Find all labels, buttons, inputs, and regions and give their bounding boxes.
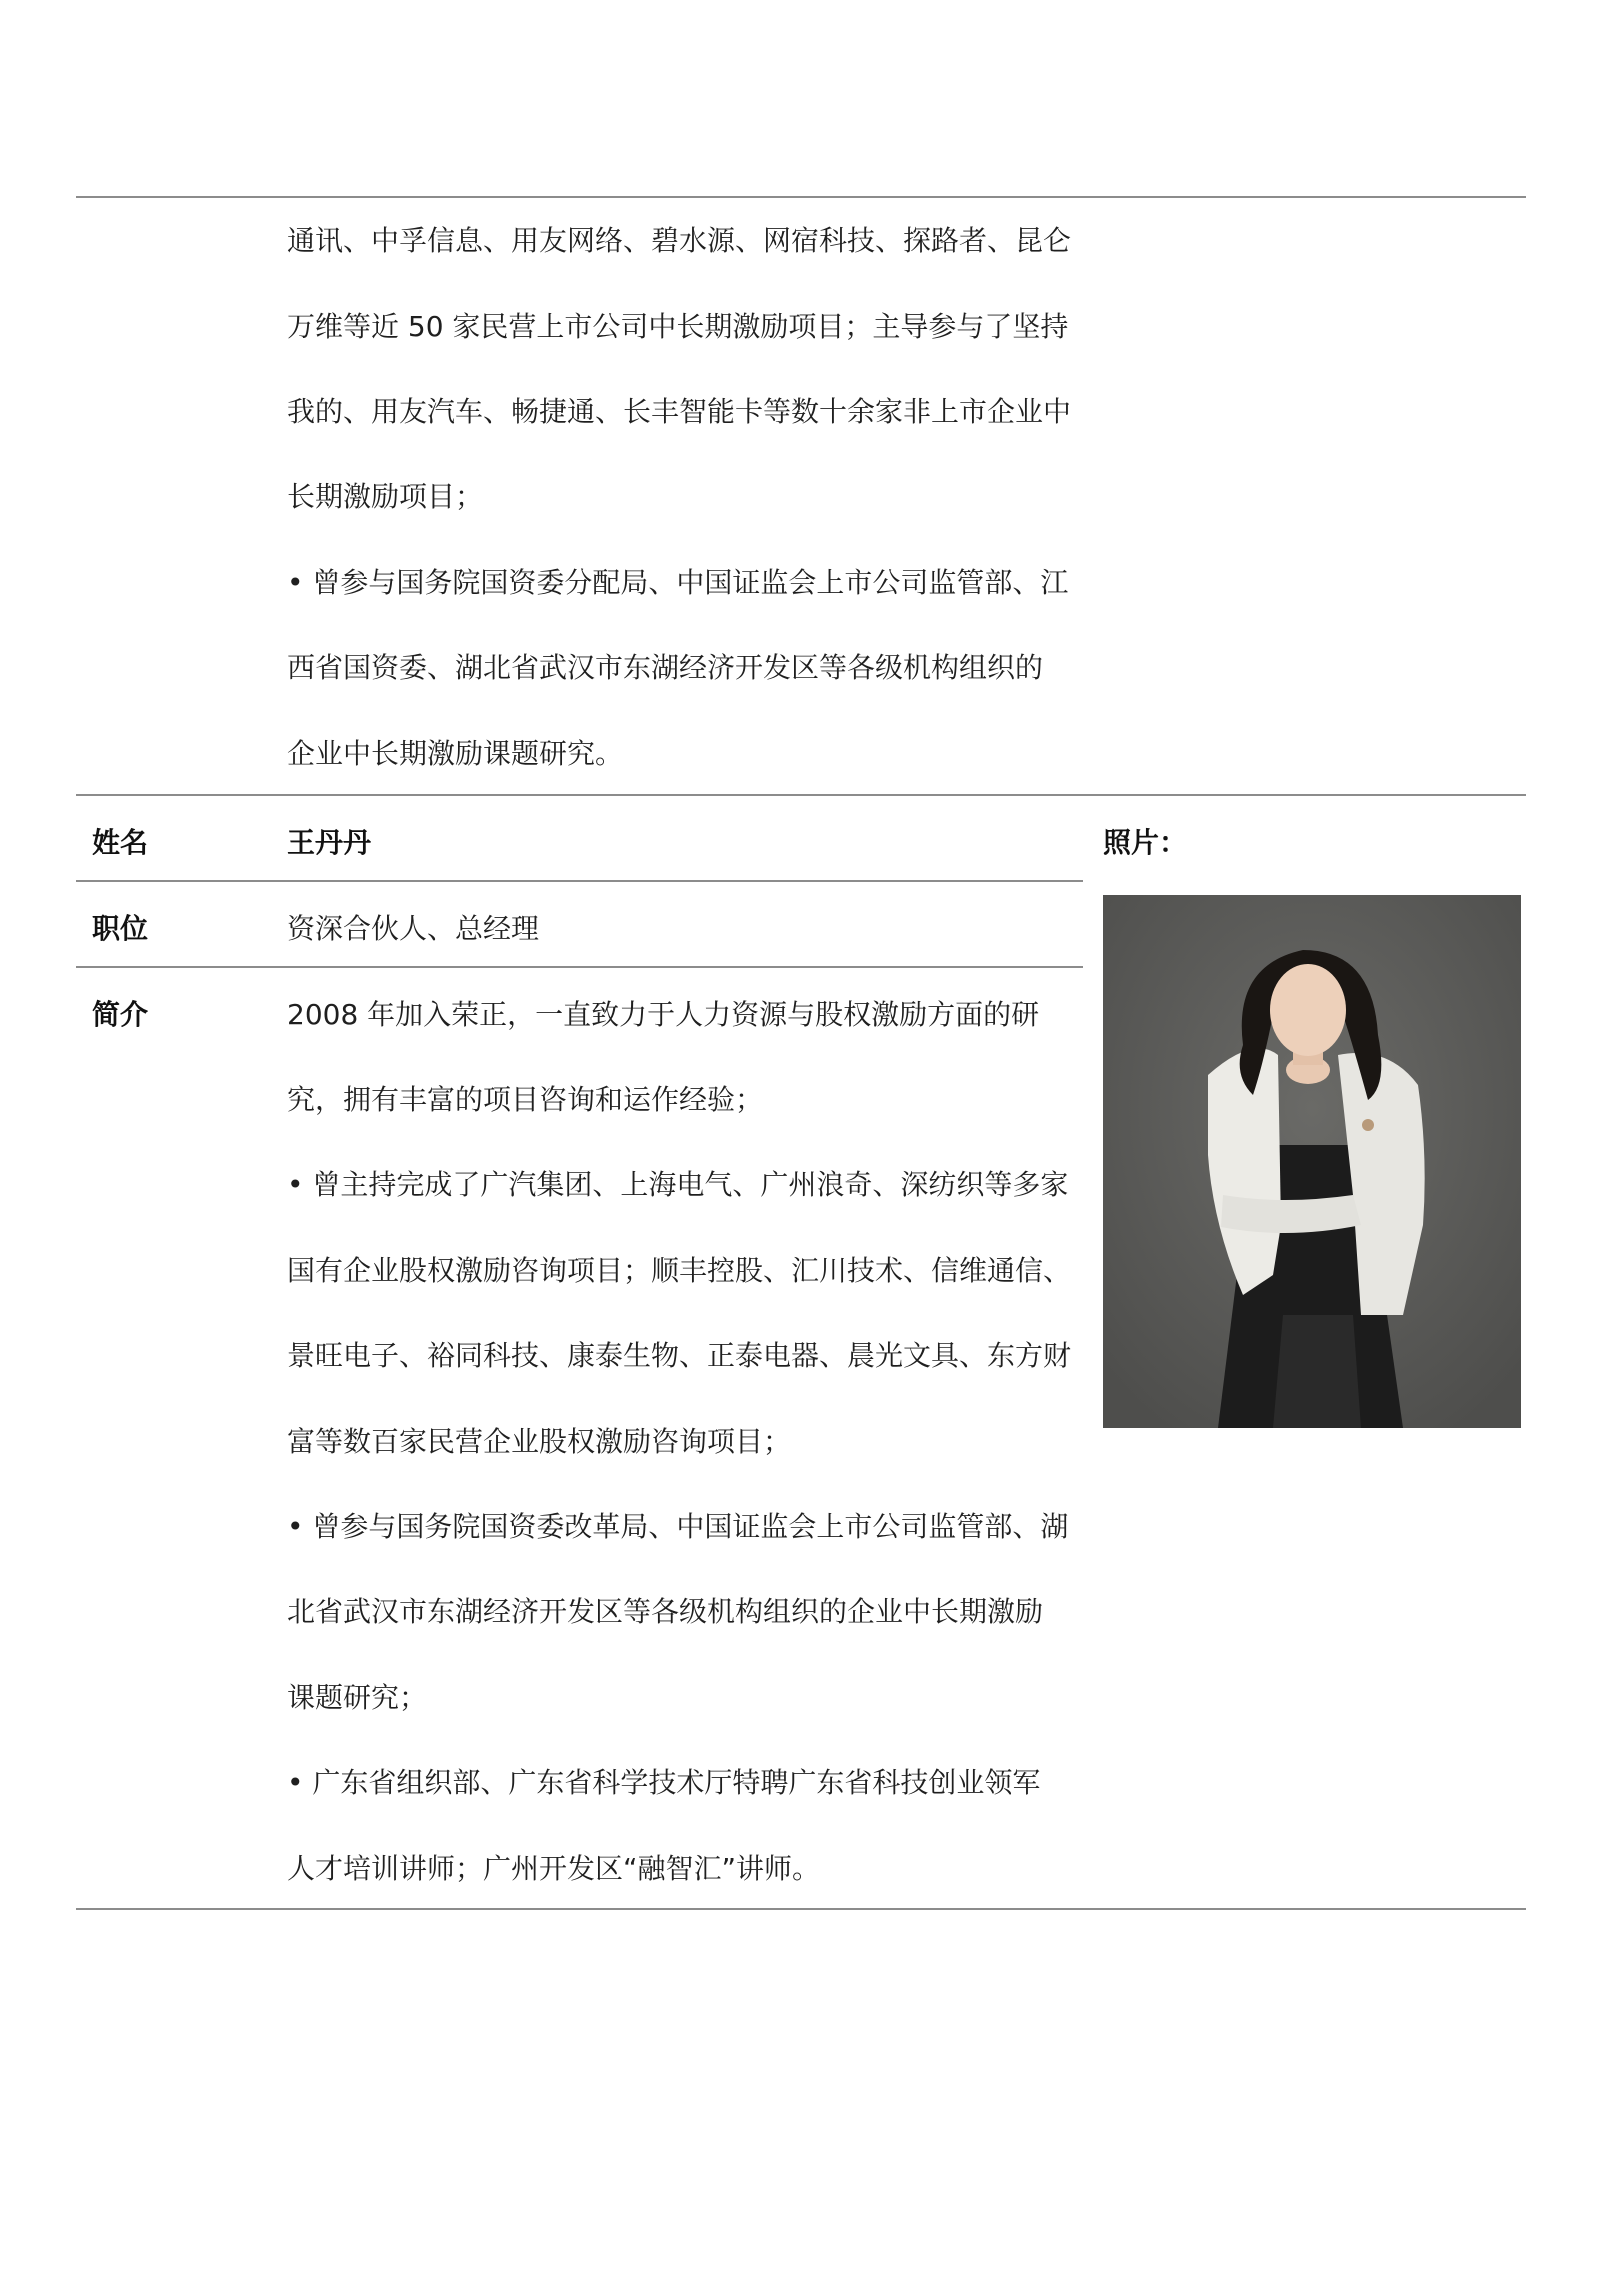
continuation-line-3: 我的、用友汽车、畅捷通、长丰智能卡等数十余家非上市企业中	[287, 395, 1072, 428]
continuation-line-2: 万维等近 50 家民营上市公司中长期激励项目；主导参与了坚持	[287, 310, 1069, 343]
top-rule	[76, 196, 1526, 198]
continuation-line-1: 通讯、中孚信息、用友网络、碧水源、网宿科技、探路者、昆仑	[287, 224, 1072, 257]
intro-line-3: • 曾主持完成了广汽集团、上海电气、广州浪奇、深纺织等多家	[287, 1168, 1069, 1201]
profile-bottom-rule	[76, 1908, 1526, 1910]
photo-label: 照片：	[1103, 826, 1188, 859]
position-value: 资深合伙人、总经理	[287, 912, 540, 945]
name-value: 王丹丹	[287, 826, 372, 859]
continuation-line-7: 企业中长期激励课题研究。	[287, 737, 624, 770]
name-label: 姓名	[92, 826, 149, 859]
intro-line-10: • 广东省组织部、广东省科学技术厅特聘广东省科技创业领军	[287, 1766, 1041, 1799]
intro-line-9: 课题研究；	[287, 1681, 428, 1714]
portrait-photo	[1103, 895, 1521, 1428]
position-row-rule	[76, 966, 1083, 968]
intro-line-2: 究，拥有丰富的项目咨询和运作经验；	[287, 1083, 764, 1116]
intro-line-11: 人才培训讲师；广州开发区“融智汇”讲师。	[287, 1852, 821, 1885]
intro-line-6: 富等数百家民营企业股权激励咨询项目；	[287, 1425, 792, 1458]
intro-line-1: 2008 年加入荣正，一直致力于人力资源与股权激励方面的研	[287, 998, 1040, 1031]
intro-label: 简介	[92, 998, 149, 1031]
position-label: 职位	[92, 912, 149, 945]
continuation-line-6: 西省国资委、湖北省武汉市东湖经济开发区等各级机构组织的	[287, 651, 1044, 684]
profile-top-rule	[76, 794, 1526, 796]
continuation-line-5: • 曾参与国务院国资委分配局、中国证监会上市公司监管部、江	[287, 566, 1069, 599]
name-row-rule	[76, 880, 1083, 882]
intro-line-4: 国有企业股权激励咨询项目；顺丰控股、汇川技术、信维通信、	[287, 1254, 1072, 1287]
intro-line-5: 景旺电子、裕同科技、康泰生物、正泰电器、晨光文具、东方财	[287, 1339, 1072, 1372]
intro-line-8: 北省武汉市东湖经济开发区等各级机构组织的企业中长期激励	[287, 1595, 1044, 1628]
continuation-line-4: 长期激励项目；	[287, 480, 484, 513]
intro-line-7: • 曾参与国务院国资委改革局、中国证监会上市公司监管部、湖	[287, 1510, 1069, 1543]
